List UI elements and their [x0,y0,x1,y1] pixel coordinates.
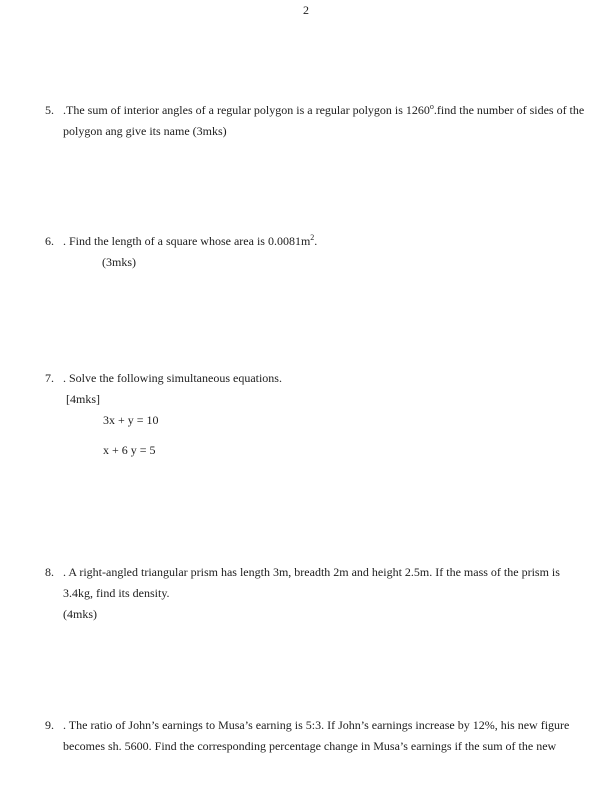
question-5-number: 5. [45,103,54,117]
question-9 [45,715,601,757]
question-7-number: 7. [45,371,54,385]
question-7-line-1: . Solve the following simultaneous equations. [63,371,282,385]
question-6-marks: (3mks) [102,255,136,269]
question-8-line-1: . A right-angled triangular prism has length 3m, breadth 2m and height 2.5m. If the mass of the prism is [63,565,560,579]
question-9-number: 9. [45,718,54,732]
question-7-equation-2: x + 6 y = 5 [103,443,156,457]
question-5-text-cont: .find the number of sides of the [433,103,585,117]
question-5-text: .The sum of interior angles of a regular polygon is a regular polygon is 1260 [63,103,430,117]
question-6-text: . Find the length of a square whose area is 0.0081m [63,234,311,248]
question-5-line-1 [63,100,601,121]
page-number: 2 [303,3,309,17]
question-6-number: 6. [45,234,54,248]
question-8-line-2: 3.4kg, find its density. [63,586,170,600]
question-9-line-1: . The ratio of John’s earnings to Musa’s earning is 5:3. If John’s earnings increase by 12%, his new figure [63,718,570,732]
question-7-equation-1: 3x + y = 10 [103,413,159,427]
question-5-line-2: polygon ang give its name (3mks) [63,124,227,138]
squared-superscript: 2 [310,233,315,242]
question-6-text-cont: . [314,234,318,248]
question-6 [45,231,601,273]
question-7 [45,368,601,461]
question-9-line-2: becomes sh. 5600. Find the corresponding percentage change in Musa’s earnings if the sum of the new [63,739,557,753]
question-5 [45,100,601,142]
question-7-marks: [4mks] [66,392,100,406]
degree-superscript: o [429,102,434,111]
question-8 [45,562,601,625]
question-8-number: 8. [45,565,54,579]
question-6-line-1 [63,231,601,252]
question-8-marks: (4mks) [63,607,97,621]
